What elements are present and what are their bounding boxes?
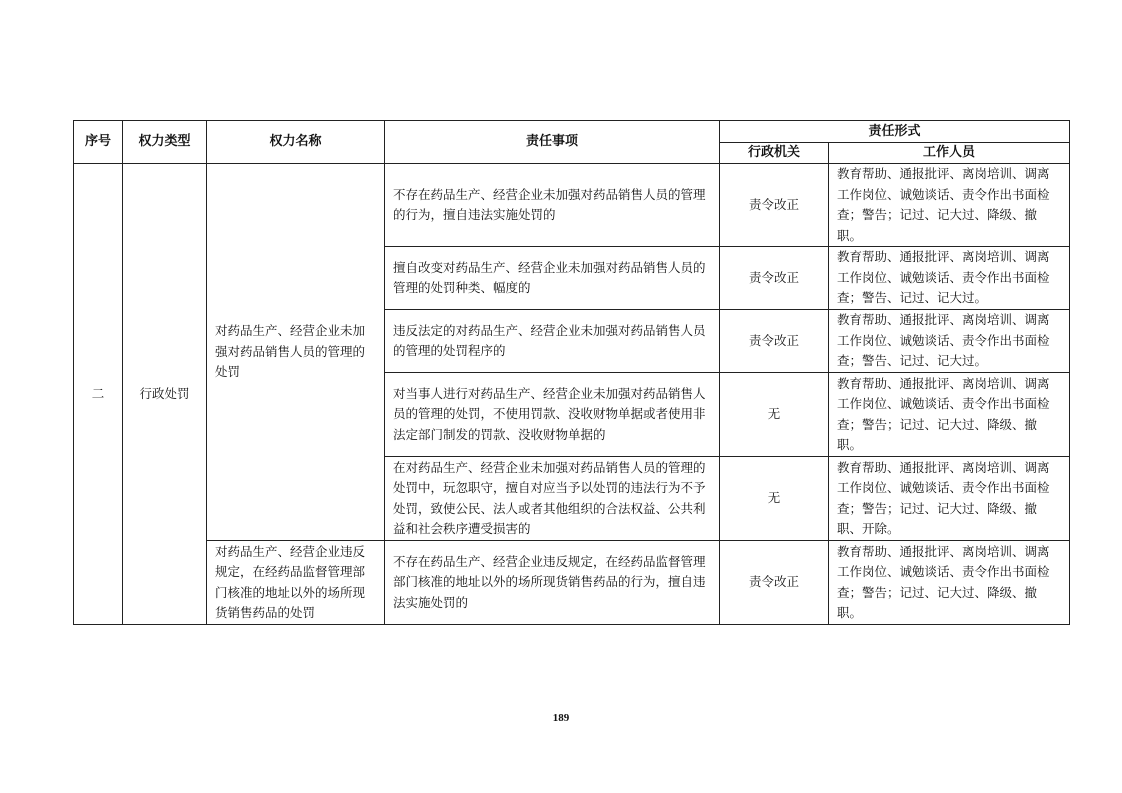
agency-cell: 责令改正	[720, 164, 829, 247]
header-form: 责任形式	[720, 121, 1070, 143]
table-row	[74, 541, 1070, 625]
matter-cell: 对当事人进行对药品生产、经营企业未加强对药品销售人员的管理的处罚，不使用罚款、没收财物单据或者使用非法定部门制发的罚款、没收财物单据的	[385, 373, 720, 457]
header-agency: 行政机关	[720, 143, 829, 164]
staff-cell: 教育帮助、通报批评、离岗培训、调离工作岗位、诚勉谈话、责令作出书面检查；警告、记过、记大过。	[829, 247, 1070, 310]
power-name-cell: 对药品生产、经营企业违反规定，在经药品监督管理部门核准的地址以外的场所现货销售药品的处罚	[207, 541, 385, 625]
power-name-cell: 对药品生产、经营企业未加强对药品销售人员的管理的处罚	[207, 164, 385, 541]
header-row-1	[74, 121, 1070, 143]
header-staff: 工作人员	[829, 143, 1070, 164]
staff-cell: 教育帮助、通报批评、离岗培训、调离工作岗位、诚勉谈话、责令作出书面检查；警告、记过、记大过。	[829, 310, 1070, 373]
staff-cell: 教育帮助、通报批评、离岗培训、调离工作岗位、诚勉谈话、责令作出书面检查；警告；记过、记大过、降级、撤职。	[829, 164, 1070, 247]
matter-cell: 擅自改变对药品生产、经营企业未加强对药品销售人员的管理的处罚种类、幅度的	[385, 247, 720, 310]
staff-cell: 教育帮助、通报批评、离岗培训、调离工作岗位、诚勉谈话、责令作出书面检查；警告；记过、记大过、降级、撤职。	[829, 541, 1070, 625]
header-matter: 责任事项	[385, 121, 720, 164]
table-row	[74, 164, 1070, 247]
agency-cell: 无	[720, 373, 829, 457]
power-type-cell: 行政处罚	[123, 164, 207, 625]
staff-cell: 教育帮助、通报批评、离岗培训、调离工作岗位、诚勉谈话、责令作出书面检查；警告；记过、记大过、降级、撤职。	[829, 373, 1070, 457]
page-number: 189	[552, 712, 570, 724]
staff-cell: 教育帮助、通报批评、离岗培训、调离工作岗位、诚勉谈话、责令作出书面检查；警告；记过、记大过、降级、撤职、开除。	[829, 457, 1070, 541]
agency-cell: 责令改正	[720, 541, 829, 625]
header-seq: 序号	[74, 121, 123, 164]
matter-cell: 违反法定的对药品生产、经营企业未加强对药品销售人员的管理的处罚程序的	[385, 310, 720, 373]
matter-cell: 在对药品生产、经营企业未加强对药品销售人员的管理的处罚中，玩忽职守，擅自对应当予以处罚的违法行为不予处罚，致使公民、法人或者其他组织的合法权益、公共利益和社会秩序遭受损害的	[385, 457, 720, 541]
header-power-name: 权力名称	[207, 121, 385, 164]
agency-cell: 责令改正	[720, 247, 829, 310]
seq-cell: 二	[74, 164, 123, 625]
responsibility-table	[73, 120, 1070, 625]
matter-cell: 不存在药品生产、经营企业未加强对药品销售人员的管理的行为，擅自违法实施处罚的	[385, 164, 720, 247]
agency-cell: 责令改正	[720, 310, 829, 373]
header-power-type: 权力类型	[123, 121, 207, 164]
matter-cell: 不存在药品生产、经营企业违反规定，在经药品监督管理部门核准的地址以外的场所现货销售药品的行为，擅自违法实施处罚的	[385, 541, 720, 625]
agency-cell: 无	[720, 457, 829, 541]
